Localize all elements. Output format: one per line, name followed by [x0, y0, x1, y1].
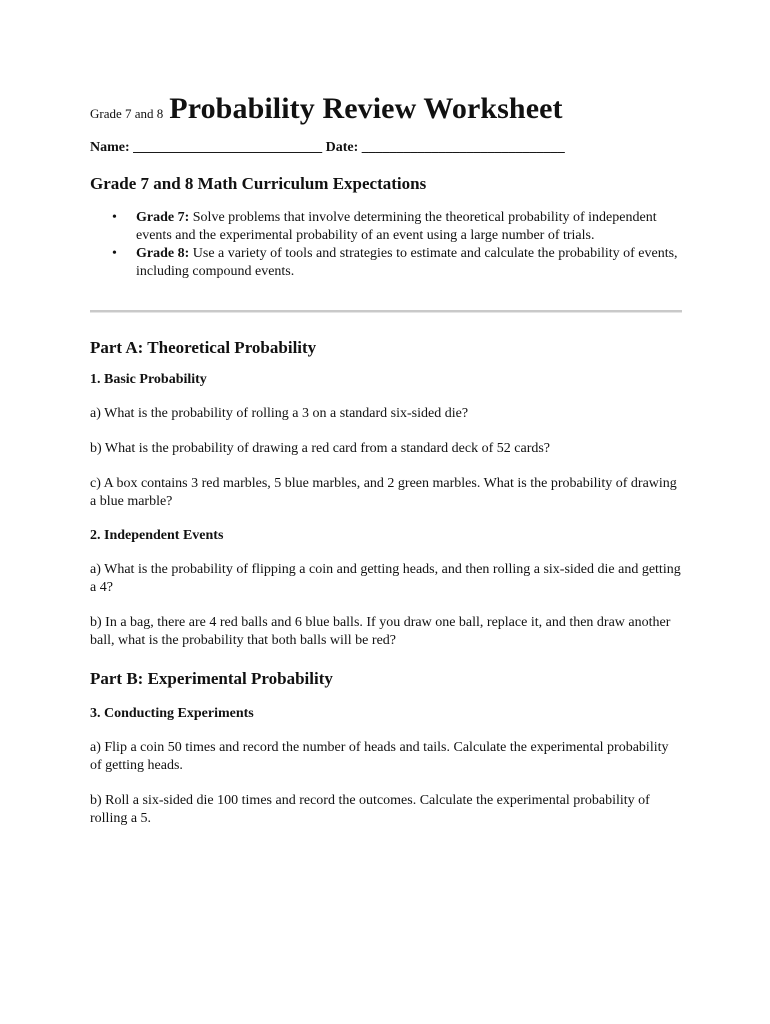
section-independent-events [90, 528, 682, 650]
question-1a: a) What is the probability of rolling a 3 on a standard six-sided die? [90, 406, 469, 421]
expectation-label: Grade 7: [136, 210, 190, 225]
bullet-icon: • [112, 210, 117, 225]
part-a-section [90, 338, 682, 650]
section-divider [90, 310, 682, 313]
name-date-line: Name: ___________________________ Date: _____________________________ [90, 140, 565, 155]
question-2b: b) In a bag, there are 4 red balls and 6 blue balls. If you draw one ball, replace it, and then draw another ball, what is the probability that both balls will be red? [90, 615, 671, 648]
list-item [90, 245, 682, 281]
question-1b: b) What is the probability of drawing a red card from a standard deck of 52 cards? [90, 441, 551, 456]
title-line [90, 92, 682, 126]
section-conducting-experiments [90, 706, 682, 828]
list-item [90, 209, 682, 245]
title-prefix: Grade 7 and 8 [90, 106, 164, 121]
section-2-heading: 2. Independent Events [90, 528, 224, 543]
part-b-heading: Part B: Experimental Probability [90, 669, 333, 688]
section-3-heading: 3. Conducting Experiments [90, 706, 254, 721]
question-1c: c) A box contains 3 red marbles, 5 blue marbles, and 2 green marbles. What is the probability of drawing a blue marble? [90, 476, 677, 509]
part-a-heading: Part A: Theoretical Probability [90, 338, 317, 357]
expectations-section [90, 174, 682, 281]
question-3b: b) Roll a six-sided die 100 times and record the outcomes. Calculate the experimental probability of rolling a 5. [90, 793, 650, 826]
question-3a: a) Flip a coin 50 times and record the number of heads and tails. Calculate the experimental probability of getting heads. [90, 740, 669, 773]
question-2a: a) What is the probability of flipping a coin and getting heads, and then rolling a six-sided die and getting a 4? [90, 562, 681, 595]
expectation-text: Solve problems that involve determining the theoretical probability of independent events and the experimental probability of an event using a large number of trials. [136, 210, 657, 243]
expectation-label: Grade 8: [136, 246, 190, 261]
expectation-text: Use a variety of tools and strategies to estimate and calculate the probability of events, including compound events. [136, 246, 678, 279]
worksheet-content [90, 92, 682, 828]
page-title: Probability Review Worksheet [169, 92, 563, 125]
part-b-section [90, 669, 682, 828]
section-basic-probability [90, 372, 682, 511]
section-1-heading: 1. Basic Probability [90, 372, 207, 387]
expectations-list [90, 209, 682, 281]
expectations-heading: Grade 7 and 8 Math Curriculum Expectations [90, 174, 427, 193]
bullet-icon: • [112, 246, 117, 261]
